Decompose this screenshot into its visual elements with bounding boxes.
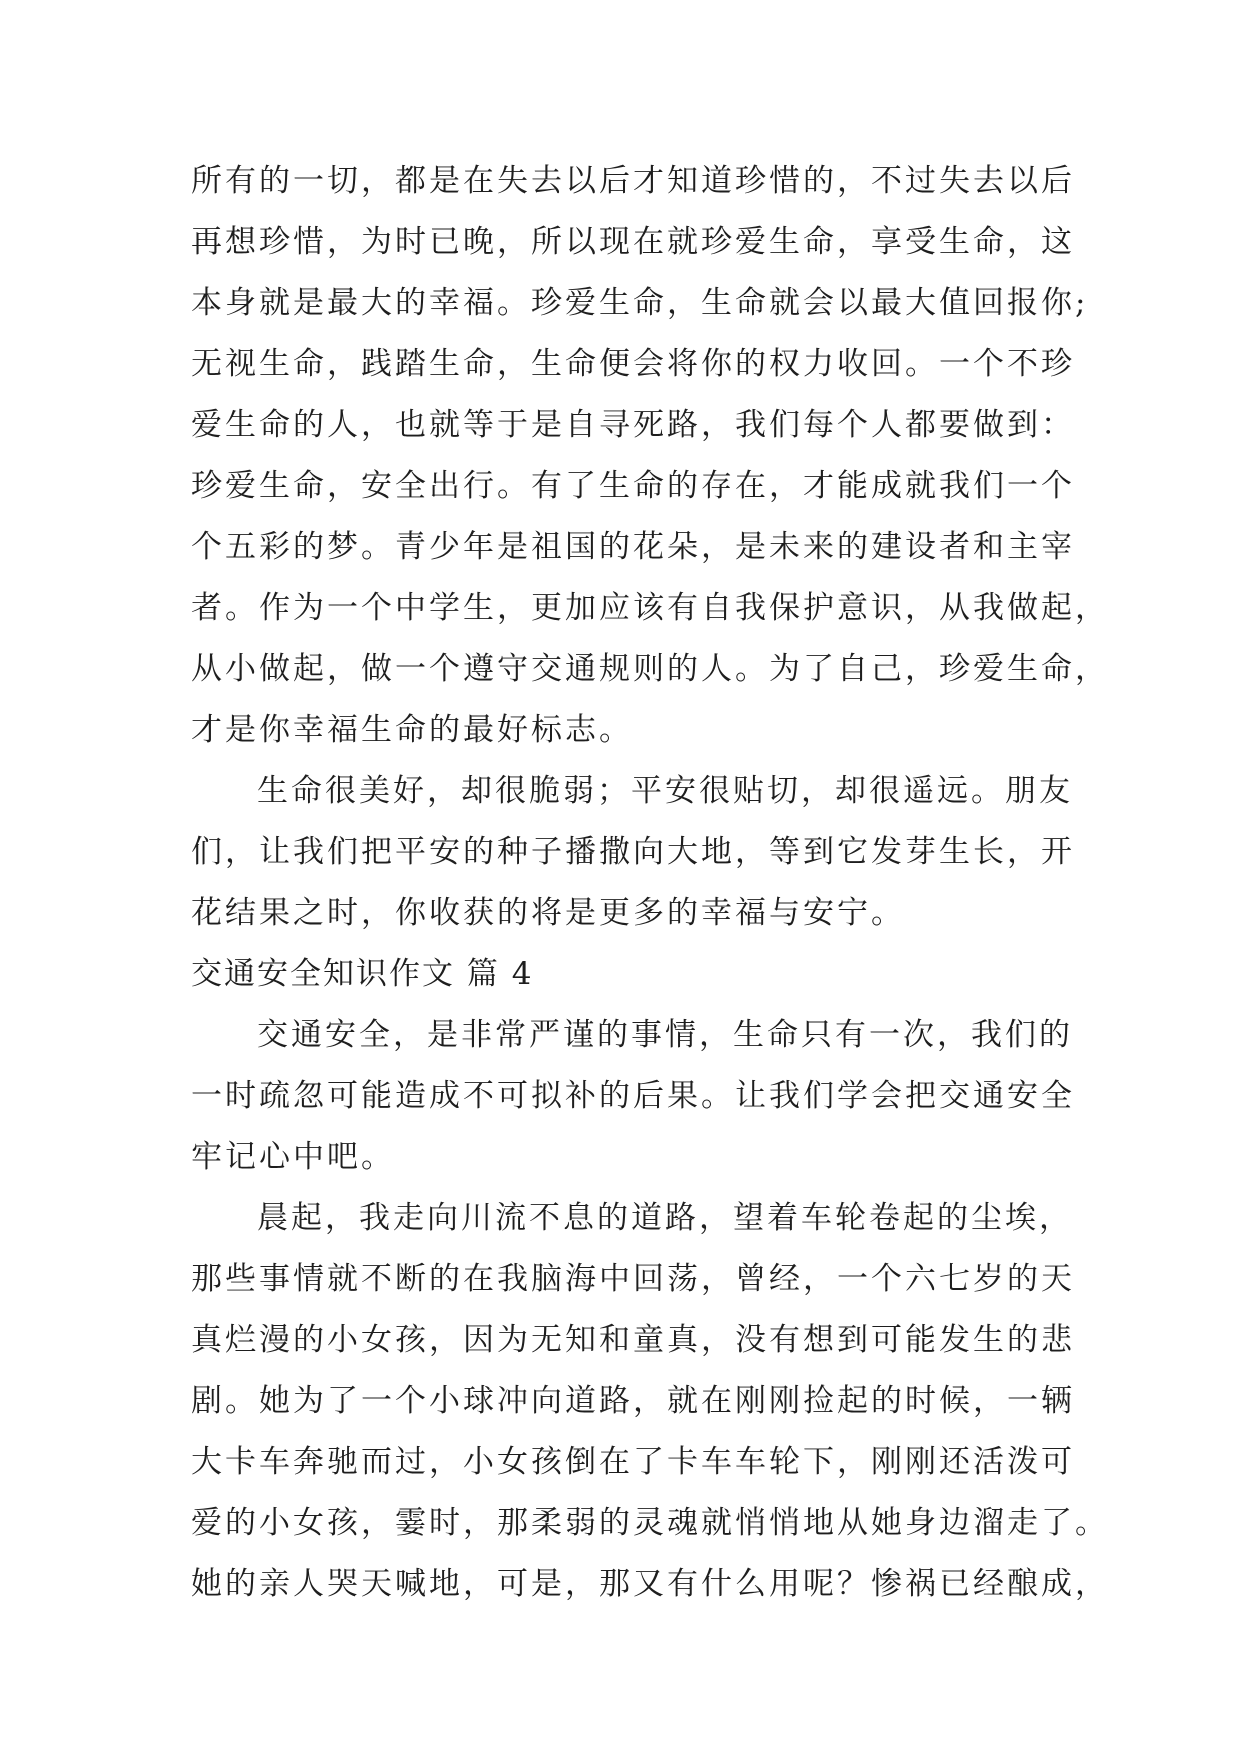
text-line: 个五彩的梦。青少年是祖国的花朵，是未来的建设者和主宰	[191, 529, 1075, 565]
paragraph-4	[191, 1188, 1109, 1615]
text-line: 大卡车奔驰而过，小女孩倒在了卡车车轮下，刚刚还活泼可	[191, 1444, 1075, 1480]
text-line: 交通安全，是非常严谨的事情，生命只有一次，我们的	[257, 1017, 1073, 1053]
paragraph-3	[191, 1005, 1075, 1188]
text-line: 再想珍惜，为时已晚，所以现在就珍爱生命，享受生命，这	[191, 224, 1075, 260]
text-line: 者。作为一个中学生，更加应该有自我保护意识，从我做起，	[191, 590, 1109, 626]
paragraph-1	[191, 151, 1109, 761]
text-line: 一时疏忽可能造成不可拟补的后果。让我们学会把交通安全	[191, 1078, 1075, 1114]
text-line: 剧。她为了一个小球冲向道路，就在刚刚捡起的时候，一辆	[191, 1383, 1075, 1419]
text-line: 们，让我们把平安的种子播撒向大地，等到它发芽生长，开	[191, 834, 1075, 870]
text-line: 晨起，我走向川流不息的道路，望着车轮卷起的尘埃，	[257, 1200, 1073, 1236]
document-body	[191, 151, 1109, 1615]
text-line: 无视生命，践踏生命，生命便会将你的权力收回。一个不珍	[191, 346, 1075, 382]
text-line: 才是你幸福生命的最好标志。	[191, 712, 633, 748]
text-line: 那些事情就不断的在我脑海中回荡，曾经，一个六七岁的天	[191, 1261, 1075, 1297]
text-line: 珍爱生命，安全出行。有了生命的存在，才能成就我们一个	[191, 468, 1075, 504]
text-line: 牢记心中吧。	[191, 1139, 395, 1175]
text-line: 她的亲人哭天喊地，可是，那又有什么用呢？惨祸已经酿成，	[191, 1566, 1109, 1602]
text-line: 所有的一切，都是在失去以后才知道珍惜的，不过失去以后	[191, 163, 1075, 199]
text-line: 真烂漫的小女孩，因为无知和童真，没有想到可能发生的悲	[191, 1322, 1075, 1358]
text-line: 爱的小女孩，霎时，那柔弱的灵魂就悄悄地从她身边溜走了。	[191, 1505, 1109, 1541]
paragraph-2	[191, 761, 1075, 944]
text-line: 从小做起，做一个遵守交通规则的人。为了自己，珍爱生命，	[191, 651, 1109, 687]
text-line: 爱生命的人，也就等于是自寻死路，我们每个人都要做到：	[191, 407, 1075, 443]
section-heading	[191, 944, 1051, 1005]
text-line: 花结果之时，你收获的将是更多的幸福与安宁。	[191, 895, 905, 931]
section-heading-text: 交通安全知识作文 篇 4	[191, 956, 534, 992]
text-line: 本身就是最大的幸福。珍爱生命，生命就会以最大值回报你;	[191, 285, 1089, 321]
text-line: 生命很美好，却很脆弱；平安很贴切，却很遥远。朋友	[257, 773, 1073, 809]
